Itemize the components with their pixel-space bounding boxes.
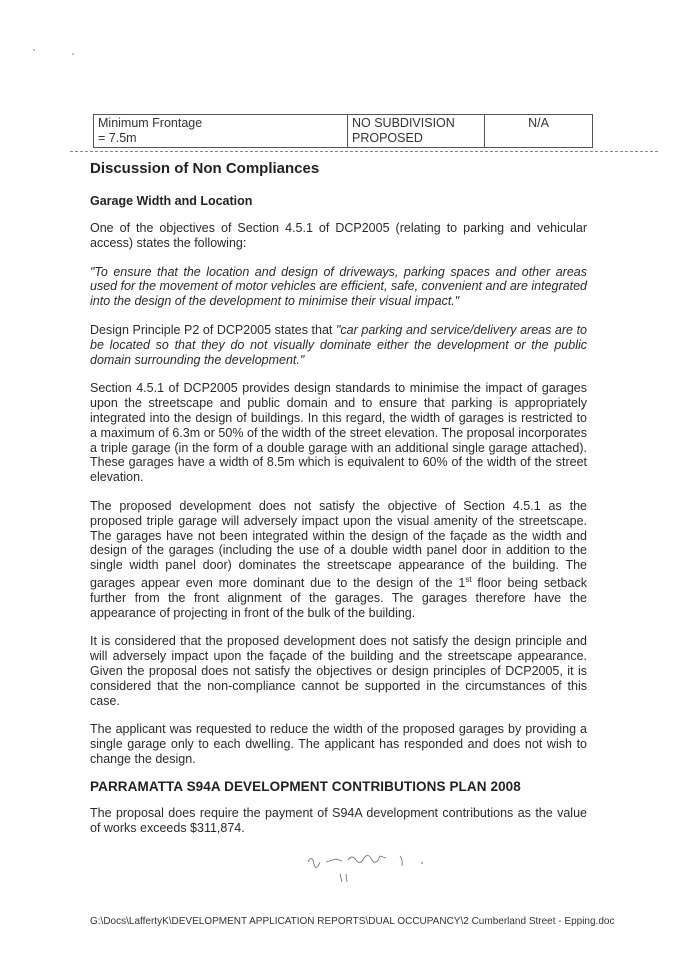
document-footer-path: G:\Docs\LaffertyK\DEVELOPMENT APPLICATION REPORTS\DUAL OCCUPANCY\2 Cumberland Street - Epping.doc <box>90 916 615 927</box>
table-cell-compliance: N/A <box>485 115 593 148</box>
report-body <box>90 160 587 849</box>
paragraph-applicant: The applicant was requested to reduce the width of the proposed garages by providing a single garage only to each dwelling. The applicant has responded and does not wish to change the design. <box>90 722 587 767</box>
proposal-line-2: PROPOSED <box>352 131 423 145</box>
assessment-text-b: floor being setback further from the front alignment of the garages. The garages therefore have the appearance of projecting in front of the bulk of the building. <box>90 576 587 620</box>
control-label: Minimum Frontage <box>98 116 203 130</box>
table-cell-control <box>94 115 348 148</box>
section-heading-non-compliances: Discussion of Non Compliances <box>90 160 320 177</box>
requirements-table <box>93 114 593 148</box>
scan-specks <box>30 46 90 66</box>
table-cell-proposal <box>348 115 485 148</box>
quote-objective: "To ensure that the location and design of driveways, parking spaces and other areas used for the movement of motor vehicles are efficient, safe, convenient and are integrated into the design of the development to minimise their visual impact." <box>90 264 587 309</box>
paragraph-assessment <box>90 499 587 621</box>
paragraph-design-standards: Section 4.5.1 of DCP2005 provides design standards to minimise the impact of garages upon the streetscape and public domain and to ensure that parking is appropriately integrated into the design of buildings. In this regard, the width of garages is restricted to a maximum of 6.3m or 50% of the width of the street elevation. The proposal incorporates a triple garage (in the form of a double garage with an additional single garage attached). These garages have a width of 8.5m which is equivalent to 60% of the width of the street elevation. <box>90 381 587 485</box>
paragraph-conclusion: It is considered that the proposed development does not satisfy the design principle and will adversely impact upon the façade of the building and the streetscape appearance. Given the proposal does not satisfy the objectives or design principles of DCP2005, it is considered that the non-compliance cannot be supported in the circumstances of this case. <box>90 634 587 708</box>
design-principle-quote: "car parking and service/delivery areas are to be located so that they do not visually dominate either the development or the public domain surrounding the development." <box>90 322 588 367</box>
paragraph-design-principle <box>90 323 587 367</box>
ordinal-suffix: st <box>465 574 472 584</box>
handwritten-annotation <box>300 848 440 888</box>
proposal-line-1: NO SUBDIVISION <box>352 116 455 130</box>
divider <box>70 151 658 152</box>
design-principle-lead: Design Principle P2 of DCP2005 states that <box>90 322 336 337</box>
assessment-text-a: The proposed development does not satisfy the objective of Section 4.5.1 as the proposed triple garage will adversely impact upon the visual amenity of the streetscape. The garages have not been integrated within the design of the façade as the width and design of the garages (including the use of a double width panel door in addition to the single width panel door) dominates the streetscape appearance of the building. The garages appear even more dominant due to the design of the 1 <box>90 498 587 591</box>
section-heading-contributions: PARRAMATTA S94A DEVELOPMENT CONTRIBUTIONS PLAN 2008 <box>90 778 521 794</box>
table-row <box>94 115 593 148</box>
subheading-garage: Garage Width and Location <box>90 194 253 208</box>
paragraph-objective: One of the objectives of Section 4.5.1 of DCP2005 (relating to parking and vehicular access) states the following: <box>90 221 587 250</box>
control-value: = 7.5m <box>98 131 137 145</box>
paragraph-contributions: The proposal does require the payment of S94A development contributions as the value of works exceeds $311,874. <box>90 805 587 835</box>
